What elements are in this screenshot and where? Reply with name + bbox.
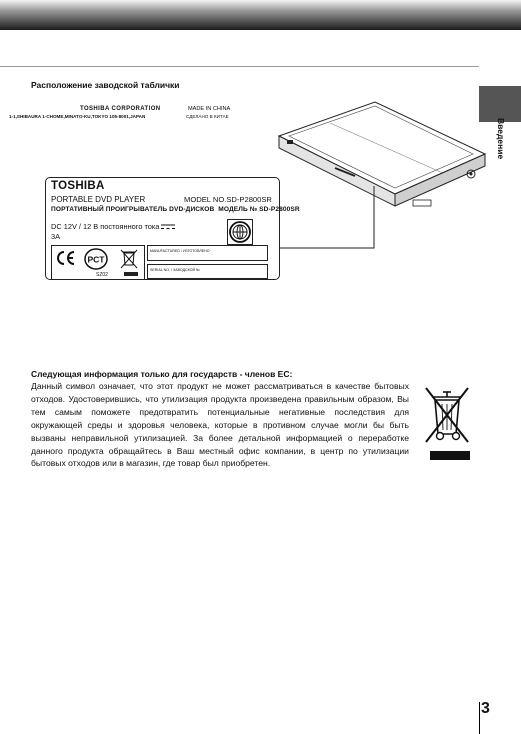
page-number: 3: [481, 700, 490, 717]
eu-notice-heading: Следующая информация только для государств - членов ЕС:: [31, 369, 293, 379]
corporation-address: 1-1,SHIBAURA 1-CHOME,MINATO-KU,TOKYO 105-8001,JAPAN: [9, 114, 146, 119]
header-band: [0, 0, 521, 30]
dc-symbol-icon: [161, 224, 175, 230]
power-rating-text: DC 12V / 12 В постоянного тока: [51, 222, 160, 231]
manufactured-box: [147, 245, 268, 261]
power-rating: [51, 222, 175, 231]
weee-crossed-bin-icon: [422, 384, 472, 446]
serial-number-label: SERIAL NO. / ЗАВОДСКОЙ №: [150, 268, 200, 272]
manufactured-label: MANUFACTURED / ИЗГОТОВЛЕНО: [150, 249, 210, 253]
pct-mark-icon: [84, 248, 108, 270]
plate-bar: [124, 272, 138, 276]
weee-bar: [430, 451, 470, 460]
crossed-bin-icon: [120, 249, 138, 269]
ce-mark-icon: [56, 251, 76, 265]
brand-logo: TOSHIBA: [51, 180, 105, 192]
model-number-en: MODEL NO.SD-P2800SR: [184, 195, 272, 204]
section-heading: Расположение заводской таблички: [31, 80, 180, 90]
rating-plate: [45, 177, 300, 280]
certification-code: SZ02: [96, 272, 108, 278]
svg-text:PCT: PCT: [87, 254, 105, 265]
current-rating: 3A: [51, 232, 61, 241]
product-name-ru: [51, 206, 300, 213]
made-in-ru: СДЕЛАНО В КИТАЕ: [186, 114, 229, 119]
globe-icon-frame: [227, 219, 253, 245]
footer-rule: [479, 702, 480, 734]
certification-marks-box: [51, 245, 145, 280]
product-name-en: PORTABLE DVD PLAYER: [51, 195, 146, 204]
model-number-ru: МОДЕЛЬ № SD-P2800SR: [218, 206, 300, 213]
globe-icon: [228, 220, 252, 244]
header-rule: [0, 66, 479, 67]
corporation-name: TOSHIBA CORPORATION: [80, 106, 161, 112]
dvd-player-illustration: [275, 98, 490, 218]
product-name-ru-text: ПОРТАТИВНЫЙ ПРОИГРЫВАТЕЛЬ DVD-ДИСКОВ: [51, 206, 215, 213]
made-in-en: MADE IN CHINA: [188, 106, 231, 112]
eu-notice-body: Данный символ означает, что этот продукт не может рассматриваться в качестве бытовых отходов. Удостоверившись, что утилизация продукта произведена правильным образом, Вы тем самым поможете предотвратить потенциальные негативные последствия для окружающей среды и здоровья человека, которые в противном случае могли бы быть вызваны неправильной утилизацией. За более детальной информацией о переработке данного продукта обращайтесь в Ваш местный офис компании, в центр по утилизации бытовых отходов или в магазин, где товар был приобретен.: [31, 381, 409, 469]
serial-number-box: [147, 264, 268, 279]
chapter-tab-label: Введение: [496, 118, 506, 160]
